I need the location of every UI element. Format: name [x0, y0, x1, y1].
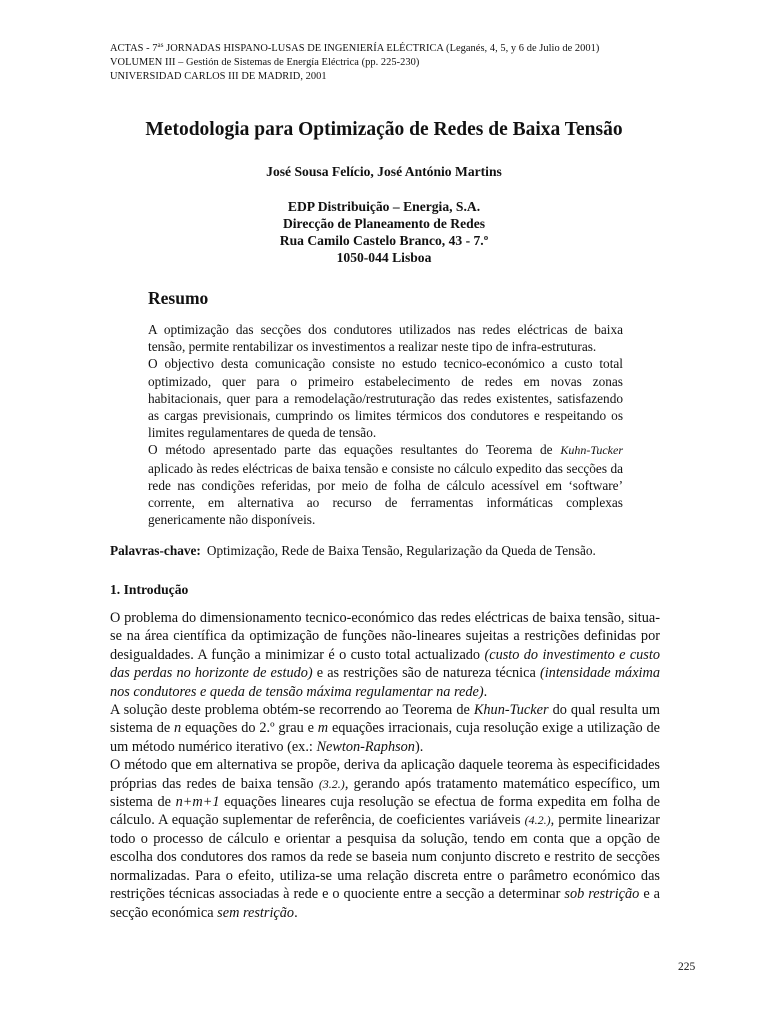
italic-run: (custo do investimento e custo das perdas no horizonte de estudo)	[110, 646, 660, 682]
header-line-1-a: ACTAS - 7	[110, 43, 158, 54]
abstract-paragraph-2: O objectivo desta comunicação consiste no estudo tecnico-económico a custo total optimizado, quer para o primeiro estabelecimento de redes em novas zonas habitacionais, quer para a remodelação/restruturação das redes existentes, satisfazendo as cargas previsionais, cumprindo os limites térmicos dos condutores e respeitando os limites regulamentares de queda de tensão.	[148, 356, 623, 441]
intro-paragraph-3	[110, 756, 660, 922]
text-run: equações lineares cuja resolução se efectua de forma expedita em folha de cálculo. A equação suplementar de referência, de coeficientes variáveis	[110, 794, 660, 829]
affiliation-line: 1050-044 Lisboa	[336, 250, 432, 265]
variable-n: n	[174, 720, 182, 737]
section-reference: (3.2.)	[318, 776, 345, 791]
variable-m: m	[317, 720, 329, 737]
paper-title: Metodologia para Optimização de Redes de Baixa Tensão	[145, 119, 623, 140]
equation-count: n+m+1	[175, 794, 220, 811]
text-run: O problema do dimensionamento tecnico-económico das redes eléctricas de baixa tensão, situa-se na área científica da optimização de funções não-lineares sujeitas a restrições definidas por desigualdades. A função a minimizar é o custo total actualizado	[110, 610, 660, 663]
paper-authors: José Sousa Felício, José António Martins	[266, 164, 502, 179]
affiliation-line: Direcção de Planeamento de Redes	[282, 216, 486, 231]
section-heading-introduction: 1. Introdução	[110, 582, 189, 597]
abstract-body	[148, 321, 623, 528]
header-line-1-b: JORNADAS HISPANO-LUSAS DE INGENIERÍA ELÉCTRICA (Leganés, 4, 5, y 6 de Julio de 2001)	[163, 43, 600, 54]
header-line-1-sup: as	[157, 41, 164, 49]
keywords-line	[110, 543, 710, 559]
intro-paragraph-1	[110, 609, 660, 701]
text-run: , gerando após tratamento matemático específico, um sistema de	[110, 775, 661, 811]
italic-run: sob restrição	[564, 886, 640, 903]
text-run: e a secção económica	[110, 886, 661, 921]
text-run: , permite linearizar todo o processo de cálculo e orientar a pesquisa da solução, tendo em conta que a opção de escolha dos condutores dos ramos da rede se baseia num conjunto discreto e restrito de secções normalizadas. Para o efeito, utiliza-se uma relação discreta entre o parâmetro económico das restrições técnicas associadas à rede e o quociente entre a secção a determinar	[110, 812, 661, 903]
text-run: .	[483, 683, 488, 700]
header-line-3: UNIVERSIDAD CARLOS III DE MADRID, 2001	[110, 71, 327, 82]
method-name: Newton-Raphson	[316, 738, 415, 755]
theorem-name: Khun-Tucker	[473, 702, 549, 719]
keywords-text: Optimização, Rede de Baixa Tensão, Regularização da Queda de Tensão.	[206, 543, 596, 558]
header-line-1	[110, 42, 700, 56]
affiliation-line: Rua Camilo Castelo Branco, 43 - 7.º	[279, 233, 489, 248]
text-run: O método que em alternativa se propõe, deriva da aplicação daquele teorema às especificidades próprias das redes de baixa tensão	[110, 757, 660, 792]
abstract-heading: Resumo	[148, 288, 209, 308]
affiliation-block	[0, 198, 768, 266]
page-number: 225	[678, 961, 696, 973]
text-run: aplicado às redes eléctricas de baixa tensão e consiste no cálculo expedito das secções da rede nas condições referidas, por meio de folha de cálculo acessível em ‘software’ corrente, em alternativa ao recurso de ferramentas informáticas complexas genericamente não disponíveis.	[148, 460, 623, 528]
text-run: equações irracionais, cuja resolução exige a utilização de um método numérico iterativo (ex.:	[110, 720, 661, 755]
text-run: ).	[414, 738, 424, 755]
text-run: do qual resulta um sistema de	[110, 702, 660, 737]
introduction-body	[110, 609, 660, 922]
text-run: .	[294, 904, 298, 921]
intro-paragraph-2	[110, 701, 660, 756]
italic-run: sem restrição	[217, 904, 295, 921]
text-run: A solução deste problema obtém-se recorrendo ao Teorema de	[110, 702, 474, 719]
italic-run: (intensidade máxima nos condutores e queda de tensão máxima regulamentar na rede)	[110, 665, 660, 700]
abstract-paragraph-1: A optimização das secções dos condutores utilizados nas redes eléctricas de baixa tensão, permite rentabilizar os investimentos a realizar neste tipo de infra-estruturas.	[148, 322, 623, 355]
conference-header	[110, 42, 700, 84]
abstract-paragraph-3	[148, 441, 623, 528]
text-run: equações do 2.º grau e	[181, 720, 318, 737]
affiliation-line: EDP Distribuição – Energia, S.A.	[287, 199, 481, 214]
theorem-name: Kuhn-Tucker	[560, 443, 623, 458]
section-reference: (4.2.)	[524, 813, 551, 828]
header-line-2: VOLUMEN III – Gestión de Sistemas de Energía Eléctrica (pp. 225-230)	[110, 57, 420, 68]
text-run: O método apresentado parte das equações resultantes do Teorema de	[148, 442, 561, 458]
keywords-label: Palavras-chave:	[110, 543, 201, 558]
text-run: e as restrições são de natureza técnica	[312, 665, 540, 682]
